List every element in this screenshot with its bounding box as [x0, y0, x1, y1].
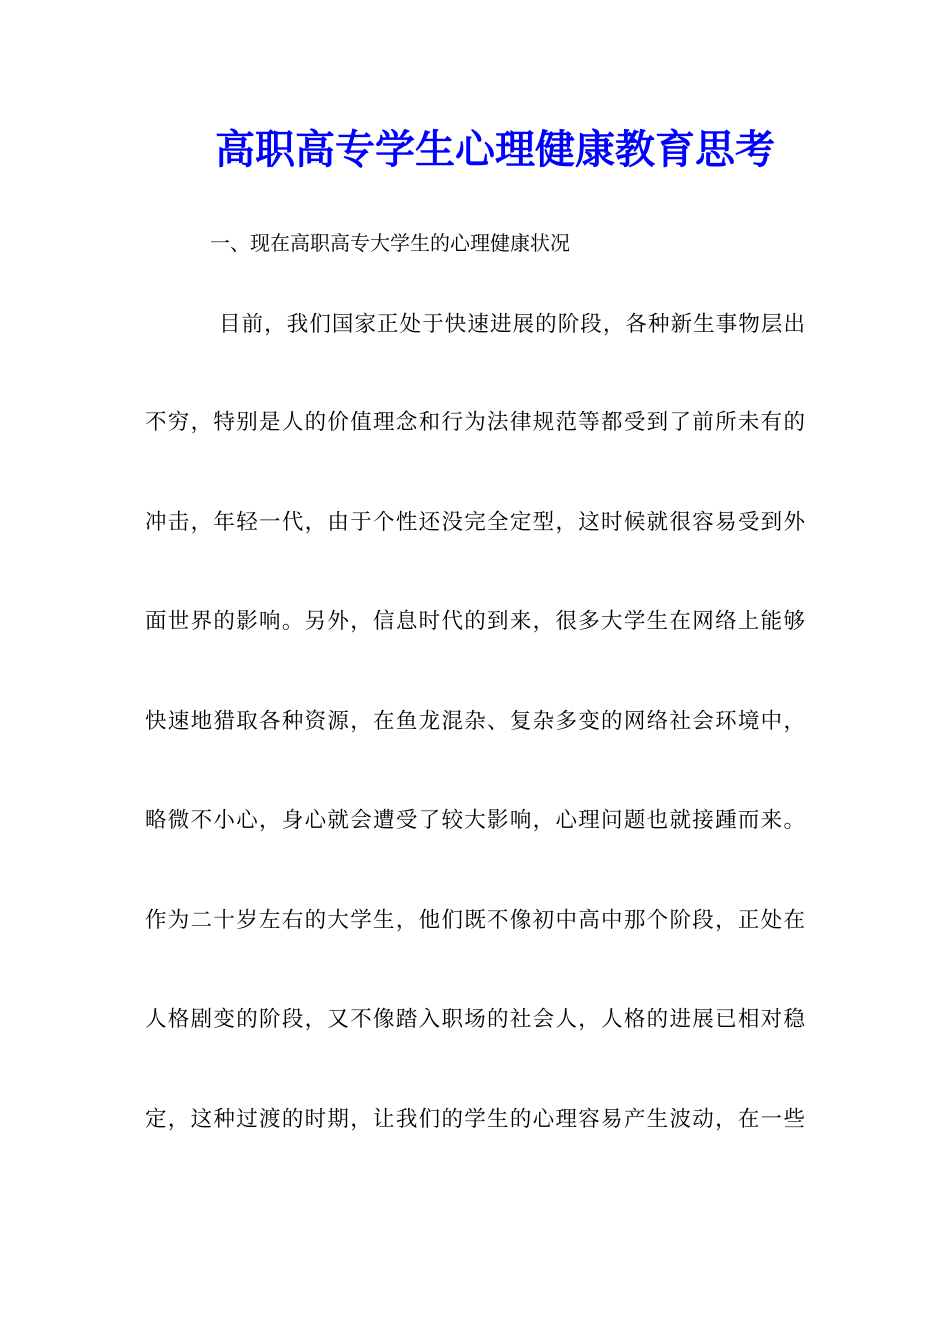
- paragraph-line: 目前，我们国家正处于快速进展的阶段，各种新生事物层出: [219, 312, 805, 337]
- section-heading: 一、现在高职高专大学生的心理健康状况: [210, 231, 570, 255]
- paragraph-line: 略微不小心，身心就会遭受了较大影响，心理问题也就接踵而来。: [145, 808, 805, 833]
- paragraph-line: 人格剧变的阶段，又不像踏入职场的社会人，人格的进展已相对稳: [145, 1007, 805, 1032]
- paragraph-line: 作为二十岁左右的大学生，他们既不像初中高中那个阶段，正处在: [145, 908, 805, 933]
- paragraph-line: 面世界的影响。另外，信息时代的到来，很多大学生在网络上能够: [145, 609, 805, 634]
- paragraph-line: 不穷，特别是人的价值理念和行为法律规范等都受到了前所未有的: [145, 410, 805, 435]
- paragraph-line: 冲击，年轻一代，由于个性还没完全定型，这时候就很容易受到外: [145, 510, 805, 535]
- paragraph-line: 快速地猎取各种资源，在鱼龙混杂、复杂多变的网络社会环境中，: [145, 709, 805, 734]
- paragraph-line: 定，这种过渡的时期，让我们的学生的心理容易产生波动，在一些: [145, 1107, 805, 1132]
- document-title: 高职高专学生心理健康教育思考: [215, 126, 775, 173]
